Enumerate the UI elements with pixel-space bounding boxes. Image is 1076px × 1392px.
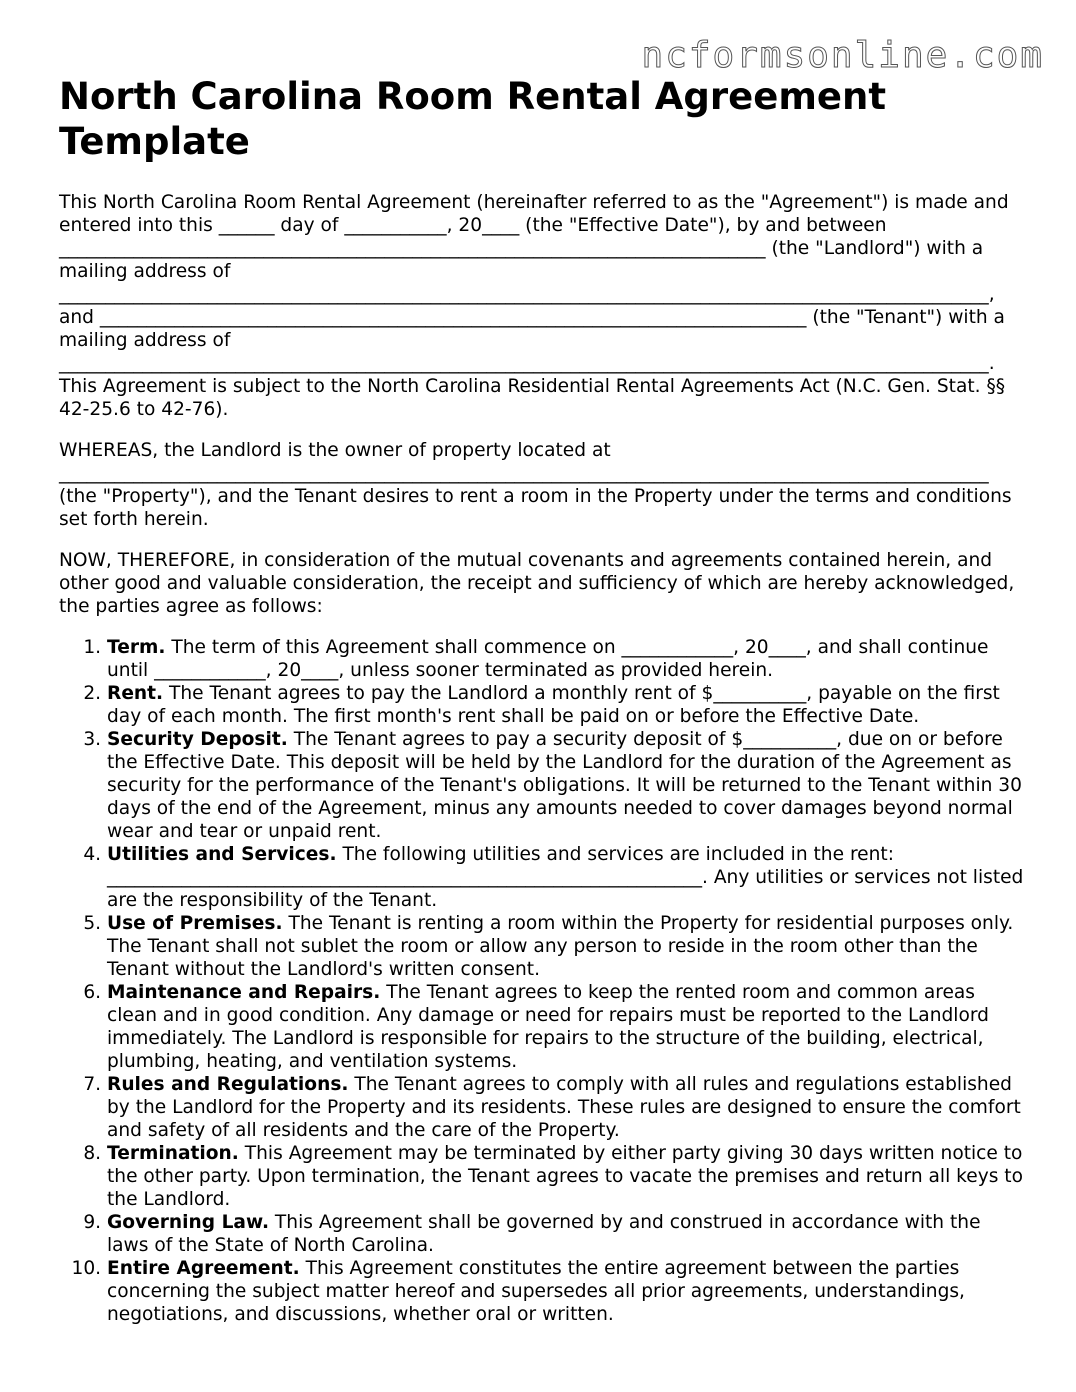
clause-list bbox=[59, 636, 1027, 1326]
clause-text: The Tenant agrees to pay the Landlord a monthly rent of $__________, payable on the first day of each month. The first month's rent shall be paid on or before the Effective Date. bbox=[107, 683, 1000, 727]
clause-text: The Tenant is renting a room within the Property for residential purposes only. The Tenant shall not sublet the room or allow any person to reside in the room other than the Tenant without the Landlord's written consent. bbox=[107, 913, 1014, 980]
clause-term: Termination. bbox=[107, 1143, 239, 1164]
clause-text: This Agreement shall be governed by and construed in accordance with the laws of the State of North Carolina. bbox=[107, 1212, 981, 1256]
document-title: North Carolina Room Rental Agreement Template bbox=[59, 75, 887, 163]
clause-term: Utilities and Services. bbox=[107, 844, 337, 865]
clause-term: Rent. bbox=[107, 683, 164, 704]
clause-text: The Tenant agrees to keep the rented room and common areas clean and in good condition. Any damage or need for repairs must be reported to the Landlord immediately. The Landlord is responsible for repairs to the structure of the building, electrical, plumbing, heating, and ventilation systems. bbox=[107, 982, 989, 1072]
clause-term: Governing Law. bbox=[107, 1212, 270, 1233]
clause-term: Entire Agreement. bbox=[107, 1258, 300, 1279]
clause-text: The Tenant agrees to comply with all rules and regulations established by the Landlord for the Property and its residents. These rules are designed to ensure the comfort and safety of all residents and the care of the Property. bbox=[107, 1074, 1021, 1141]
whereas-paragraph: WHEREAS, the Landlord is the owner of property located at ____________________________________________________________________________________________________ (the "Property"), and the Tenant desires to rent a room in the Property under the terms and conditions set forth herein. bbox=[59, 440, 1012, 530]
clause-term: Use of Premises. bbox=[107, 913, 283, 934]
clause-term: Term. bbox=[107, 637, 166, 658]
clause-item bbox=[107, 843, 1027, 912]
clause-text: The Tenant agrees to pay a security deposit of $__________, due on or before the Effective Date. This deposit will be held by the Landlord for the duration of the Agreement as security for the performance of the Tenant's obligations. It will be returned to the Tenant within 30 days of the end of the Agreement, minus any amounts needed to cover damages beyond normal wear and tear or unpaid rent. bbox=[107, 729, 1022, 842]
now-therefore-paragraph: NOW, THEREFORE, in consideration of the mutual covenants and agreements contained herein, and other good and valuable consideration, the receipt and sufficiency of which are hereby acknowledged, the parties agree as follows: bbox=[59, 550, 1015, 617]
clause-item bbox=[107, 728, 1027, 843]
clause-item bbox=[107, 1142, 1027, 1211]
clause-item bbox=[107, 1257, 1027, 1326]
clause-item bbox=[107, 1211, 1027, 1257]
clause-term: Rules and Regulations. bbox=[107, 1074, 349, 1095]
clause-item bbox=[107, 682, 1027, 728]
clause-term: Security Deposit. bbox=[107, 729, 288, 750]
watermark: ncformsonline.com bbox=[641, 35, 1044, 76]
clause-text: This Agreement may be terminated by either party giving 30 days written notice to the other party. Upon termination, the Tenant agrees to vacate the premises and return all keys to the Landlord. bbox=[107, 1143, 1023, 1210]
clause-text: The term of this Agreement shall commence on ____________, 20____, and shall continue until ____________, 20____, unless sooner terminated as provided herein. bbox=[107, 637, 989, 681]
agreement-text bbox=[59, 191, 1027, 1326]
clause-item bbox=[107, 912, 1027, 981]
clause-text: The following utilities and services are included in the rent: ________________________________________________________________. Any utilities or services not listed are the responsibility of the Tenant. bbox=[107, 844, 1024, 911]
clause-item bbox=[107, 1073, 1027, 1142]
clause-term: Maintenance and Repairs. bbox=[107, 982, 381, 1003]
intro-paragraph: This North Carolina Room Rental Agreement (hereinafter referred to as the "Agreement") is made and entered into this ______ day of ___________, 20____ (the "Effective Date"), by and between ____________________________________________________________________________ (the "Landlord") with a mailing address of ____________________________________________________________________________________________________, and ____________________________________________________________________________ (the "Tenant") with a mailing address of ____________________________________________________________________________________________________. bbox=[59, 192, 1009, 374]
statute-paragraph: This Agreement is subject to the North Carolina Residential Rental Agreements Act (N.C. Gen. Stat. §§ 42-25.6 to 42-76). bbox=[59, 376, 1006, 420]
clause-text: This Agreement constitutes the entire agreement between the parties concerning the subject matter hereof and supersedes all prior agreements, understandings, negotiations, and discussions, whether oral or written. bbox=[107, 1258, 965, 1325]
clause-item bbox=[107, 981, 1027, 1073]
clause-item bbox=[107, 636, 1027, 682]
